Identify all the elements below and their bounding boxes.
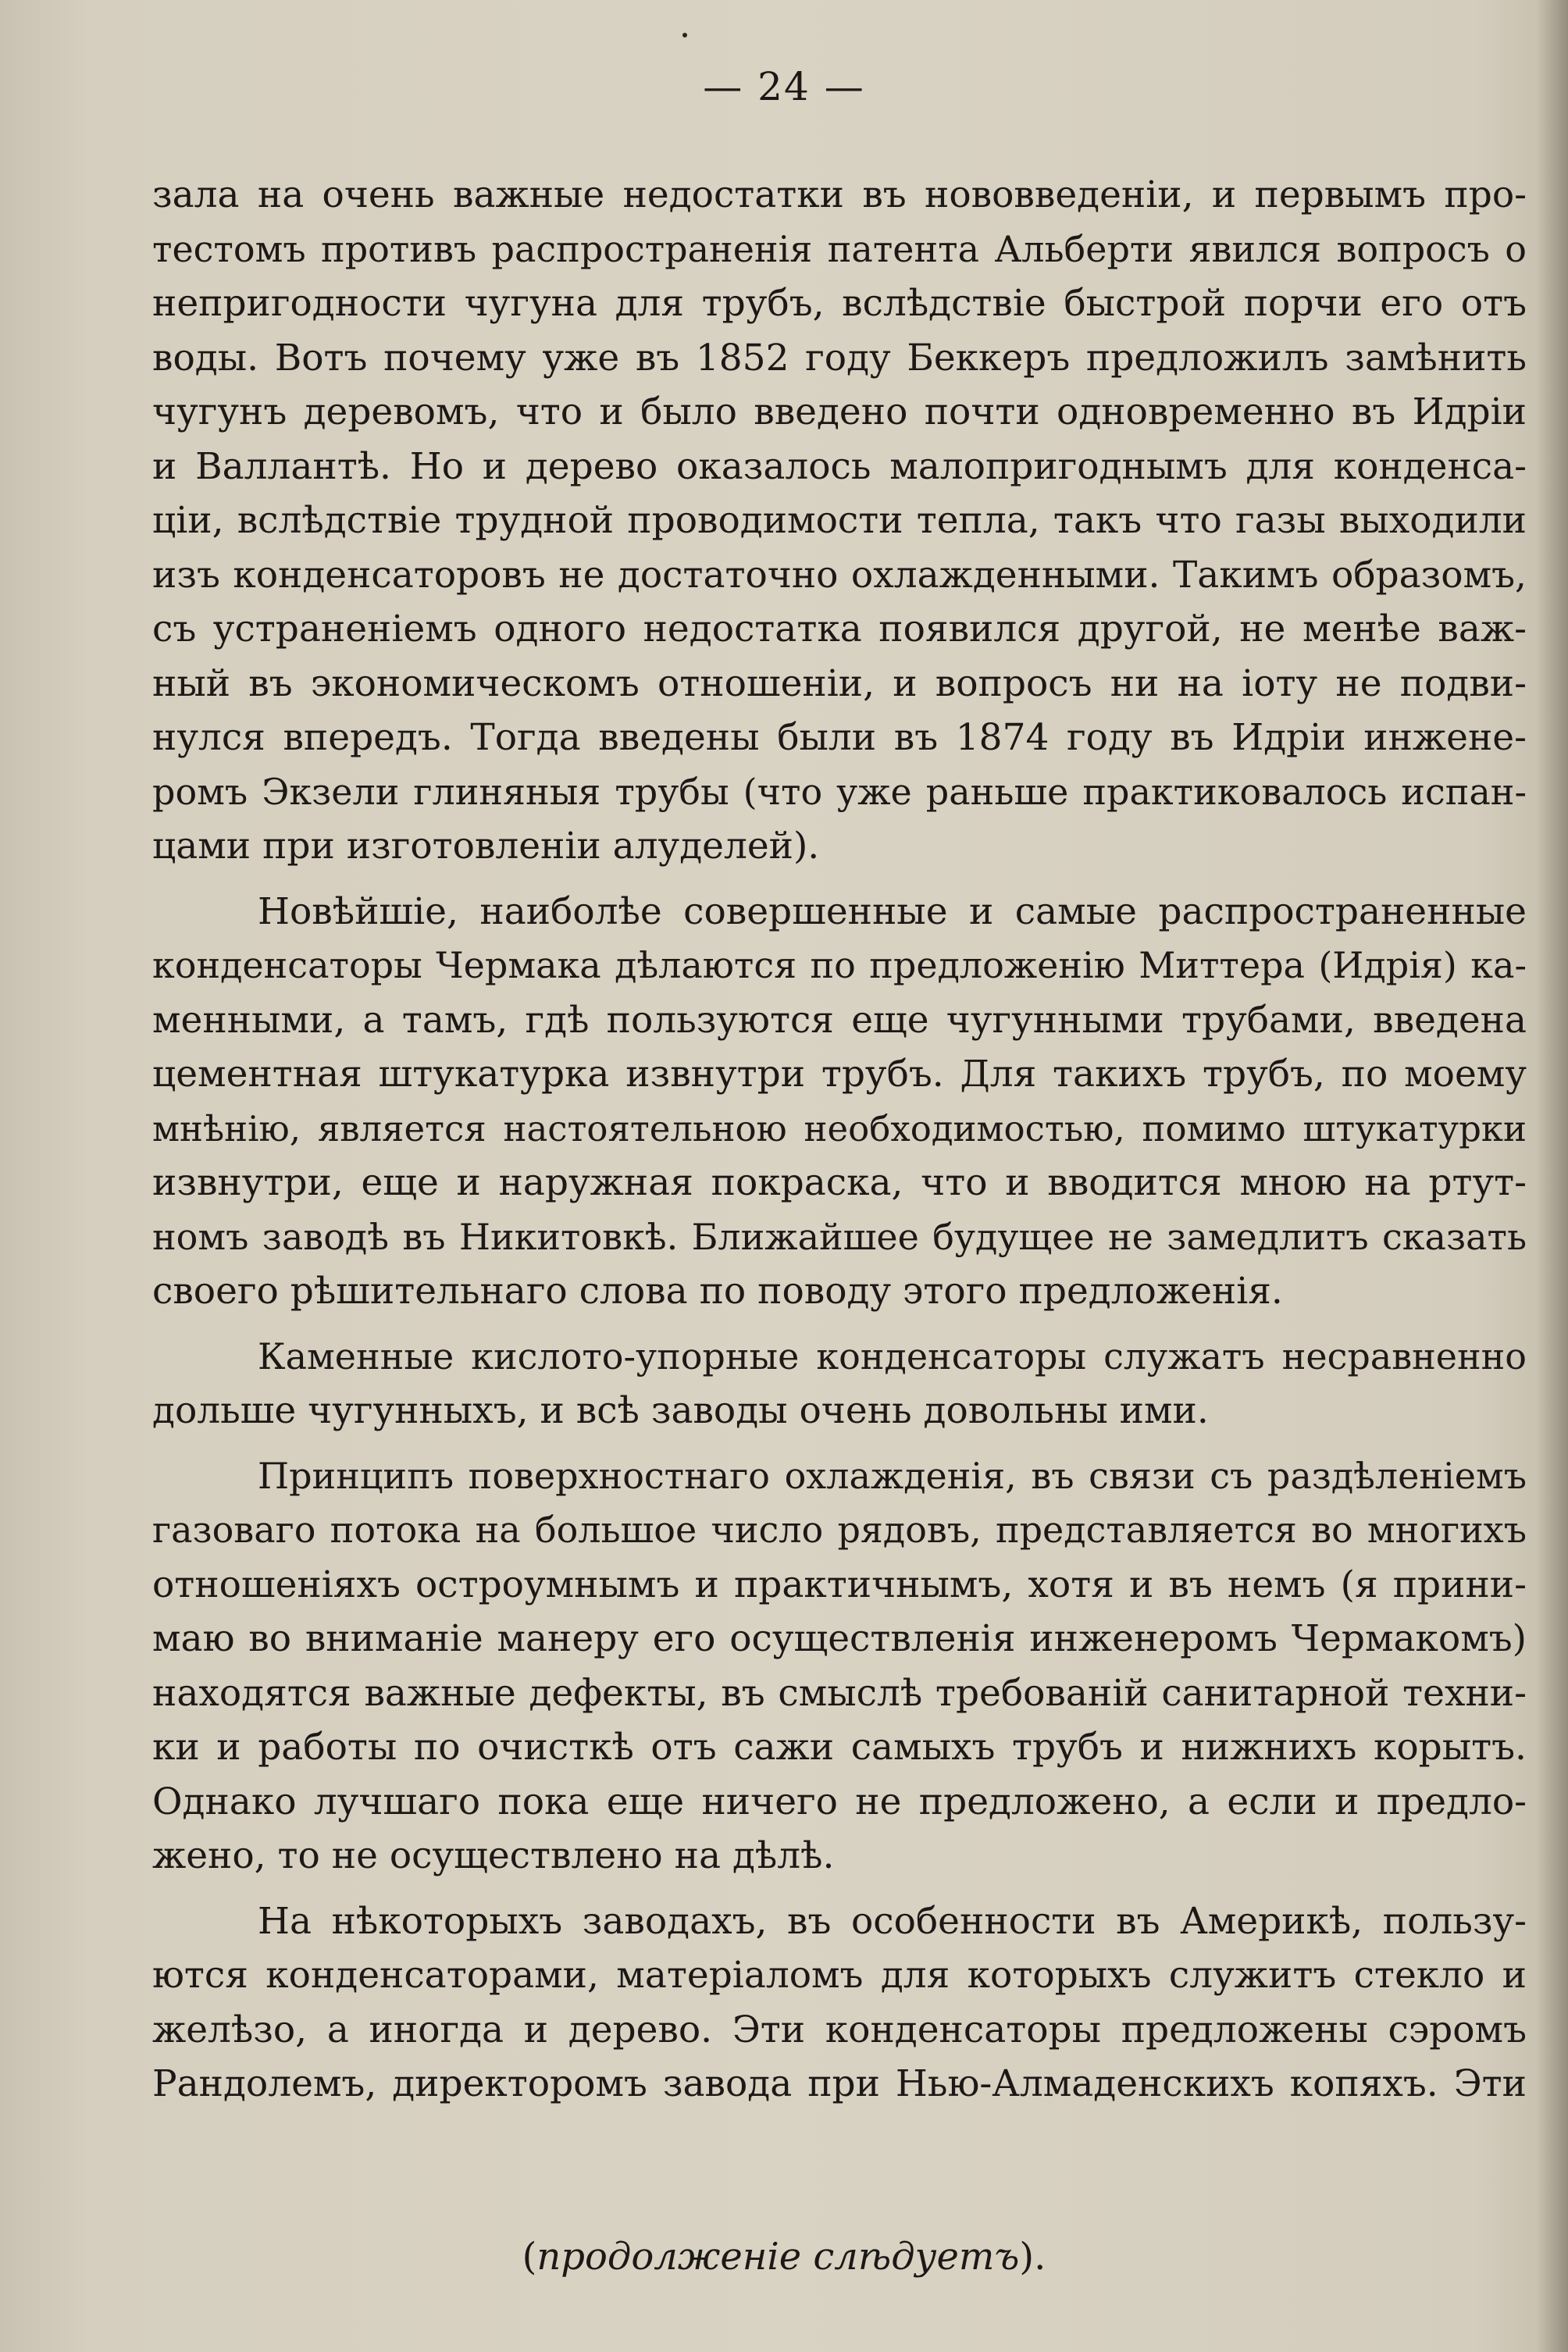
continued-note xyxy=(0,2235,1568,2279)
text-line: номъ заводѣ въ Никитовкѣ. Ближайшее будущее не замедлитъ сказать xyxy=(152,1215,1527,1258)
continued-open-paren: ( xyxy=(522,2235,537,2279)
text-line: и Валлантѣ. Но и дерево оказалось малопригоднымъ для конденса- xyxy=(152,444,1527,488)
text-line: тестомъ противъ распространенiя патента Альберти явился вопросъ о xyxy=(152,227,1527,270)
text-line: воды. Вотъ почему уже въ 1852 году Беккеръ предложилъ замѣнить xyxy=(152,336,1527,380)
paragraph-1 xyxy=(152,168,1527,874)
text-line: зала на очень важные недостатки въ нововведенiи, и первымъ про- xyxy=(152,173,1527,216)
continued-text: продолженiе слѣдуетъ xyxy=(536,2235,1020,2279)
text-line: Рандолемъ, директоромъ завода при Нью-Алмаденскихъ копяхъ. Эти xyxy=(152,2062,1527,2105)
text-line: ются конденсаторами, матерiаломъ для которыхъ служитъ стекло и xyxy=(152,1954,1527,1997)
body-text xyxy=(152,168,1527,2111)
text-line: нулся впередъ. Тогда введены были въ 1874 году въ Идрiи инжене- xyxy=(152,716,1527,759)
page-number: — 24 — xyxy=(703,64,865,109)
continued-close-paren: ). xyxy=(1019,2235,1046,2279)
text-line: изъ конденсаторовъ не достаточно охлажденными. Такимъ образомъ, xyxy=(152,553,1527,597)
text-line: непригодности чугуна для трубъ, вслѣдствiе быстрой порчи его отъ xyxy=(152,282,1527,325)
text-line: На нѣкоторыхъ заводахъ, въ особенности въ Америкѣ, пользу- xyxy=(258,1899,1527,1943)
text-line: желѣзо, а иногда и дерево. Эти конденсаторы предложены сэромъ xyxy=(152,2008,1527,2051)
text-line: находятся важные дефекты, въ смыслѣ требованiй санитарной техни- xyxy=(152,1671,1527,1715)
paragraph-4 xyxy=(152,1449,1527,1883)
text-line: чугунъ деревомъ, что и было введено почти одновременно въ Идрiи xyxy=(152,390,1527,433)
page-edge-shadow xyxy=(1537,0,1568,2352)
text-line: цами при изготовленiи алуделей). xyxy=(152,825,820,868)
text-line: отношенiяхъ остроумнымъ и практичнымъ, хотя и въ немъ (я прини- xyxy=(152,1563,1527,1606)
text-line: ки и работы по очисткѣ отъ сажи самыхъ трубъ и нижнихъ корытъ. xyxy=(152,1726,1527,1769)
paragraph-2 xyxy=(152,885,1527,1319)
text-line: извнутри, еще и наружная покраска, что и вводится мною на ртут- xyxy=(152,1161,1527,1204)
text-line: дольше чугунныхъ, и всѣ заводы очень довольны ими. xyxy=(152,1389,1209,1432)
text-line: менными, а тамъ, гдѣ пользуются еще чугунными трубами, введена xyxy=(152,998,1527,1042)
text-line: мнѣнiю, является настоятельною необходимостью, помимо штукатурки xyxy=(152,1107,1527,1149)
text-line: своего рѣшительнаго слова по поводу этого предложенiя. xyxy=(152,1270,1283,1313)
text-line: Каменные кислото-упорные конденсаторы служатъ несравненно xyxy=(258,1335,1527,1377)
text-line: конденсаторы Чермака дѣлаются по предложенiю Миттера (Идрiя) ка- xyxy=(152,944,1527,986)
text-line: жено, то не осуществлено на дѣлѣ. xyxy=(152,1834,835,1877)
text-line: газоваго потока на большое число рядовъ, представляется во многихъ xyxy=(152,1509,1527,1551)
text-line: цiи, вслѣдствiе трудной проводимости тепла, такъ что газы выходили xyxy=(152,499,1527,542)
paragraph-3 xyxy=(152,1330,1527,1438)
text-line: съ устраненiемъ одного недостатка появился другой, не менѣе важ- xyxy=(152,608,1527,650)
text-line: цементная штукатурка извнутри трубъ. Для такихъ трубъ, по моему xyxy=(152,1053,1527,1096)
text-line: ромъ Экзели глиняныя трубы (что уже раньше практиковалось испан- xyxy=(152,770,1527,813)
text-line: ный въ экономическомъ отношенiи, и вопросъ ни на iоту не подви- xyxy=(152,661,1527,705)
text-line: маю во вниманiе манеру его осуществленiя инженеромъ Чермакомъ) xyxy=(152,1617,1527,1660)
print-speck xyxy=(682,33,687,37)
paragraph-5 xyxy=(152,1894,1527,2111)
text-line: Принципъ поверхностнаго охлажденiя, въ связи съ раздѣленiемъ xyxy=(258,1454,1527,1497)
text-line: Однако лучшаго пока еще ничего не предложено, а если и предло- xyxy=(152,1780,1527,1823)
text-line: Новѣйшiе, наиболѣе совершенные и самые распространенные xyxy=(258,889,1527,933)
